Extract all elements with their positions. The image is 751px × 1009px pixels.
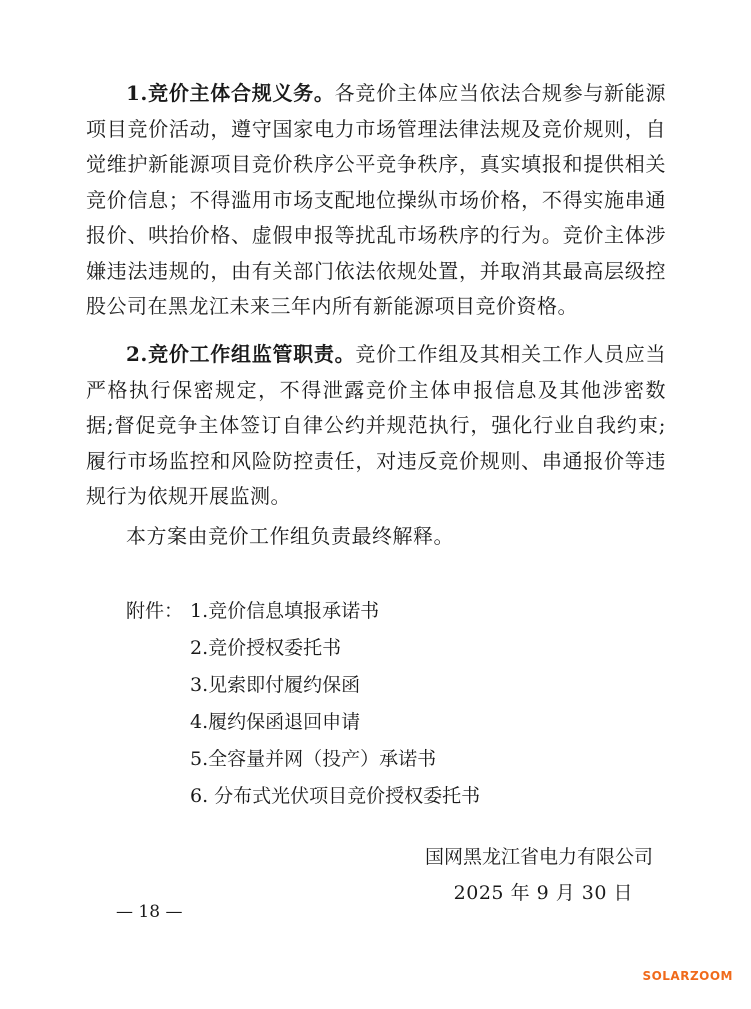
attachment-item: 1.竞价信息填报承诺书 <box>190 600 380 622</box>
clause-body: 竞价工作组及其相关工作人员应当严格执行保密规定，不得泄露竞价主体申报信息及其他涉密数据;督促竞争主体签订自律公约并规范执行，强化行业自我约束;履行市场监控和风险防控责任，对违反竞价规则、串通报价等违规行为依规开展监测。 <box>86 342 667 508</box>
attachment-item: 4.履约保函退回申请 <box>190 711 361 733</box>
clause-heading: 1.竞价主体合规义务。 <box>126 81 335 105</box>
signing-organization: 国网黑龙江省电力有限公司 <box>424 846 653 868</box>
page-number: — 18 — <box>116 902 183 922</box>
clause-heading: 2.竞价工作组监管职责。 <box>126 342 356 366</box>
attachments-label: 附件： <box>126 600 184 622</box>
watermark-logo: SOLARZOOM <box>642 969 733 983</box>
clause-compliance-obligations <box>86 76 666 325</box>
attachment-item: 2.竞价授权委托书 <box>190 637 342 659</box>
signing-date: 2025 年 9 月 30 日 <box>453 882 633 904</box>
clause-supervision-duties <box>86 337 666 515</box>
interpretation-statement <box>86 519 666 555</box>
attachment-item: 5.全容量并网（投产）承诺书 <box>190 748 437 770</box>
attachment-item: 6. 分布式光伏项目竞价授权委托书 <box>190 785 481 807</box>
clause-body: 各竞价主体应当依法合规参与新能源项目竞价活动，遵守国家电力市场管理法律法规及竞价规则，自觉维护新能源项目竞价秩序公平竞争秩序，真实填报和提供相关竞价信息；不得滥用市场支配地位操纵市场价格，不得实施串通报价、哄抬价格、虚假申报等扰乱市场秩序的行为。竞价主体涉嫌违法违规的，由有关部门依法依规处置，并取消其最高层级控股公司在黑龙江未来三年内所有新能源项目竞价资格。 <box>86 81 666 318</box>
attachments-list <box>190 593 480 815</box>
attachment-item: 3.见索即付履约保函 <box>190 674 361 696</box>
clause-body: 本方案由竞价工作组负责最终解释。 <box>126 524 454 548</box>
